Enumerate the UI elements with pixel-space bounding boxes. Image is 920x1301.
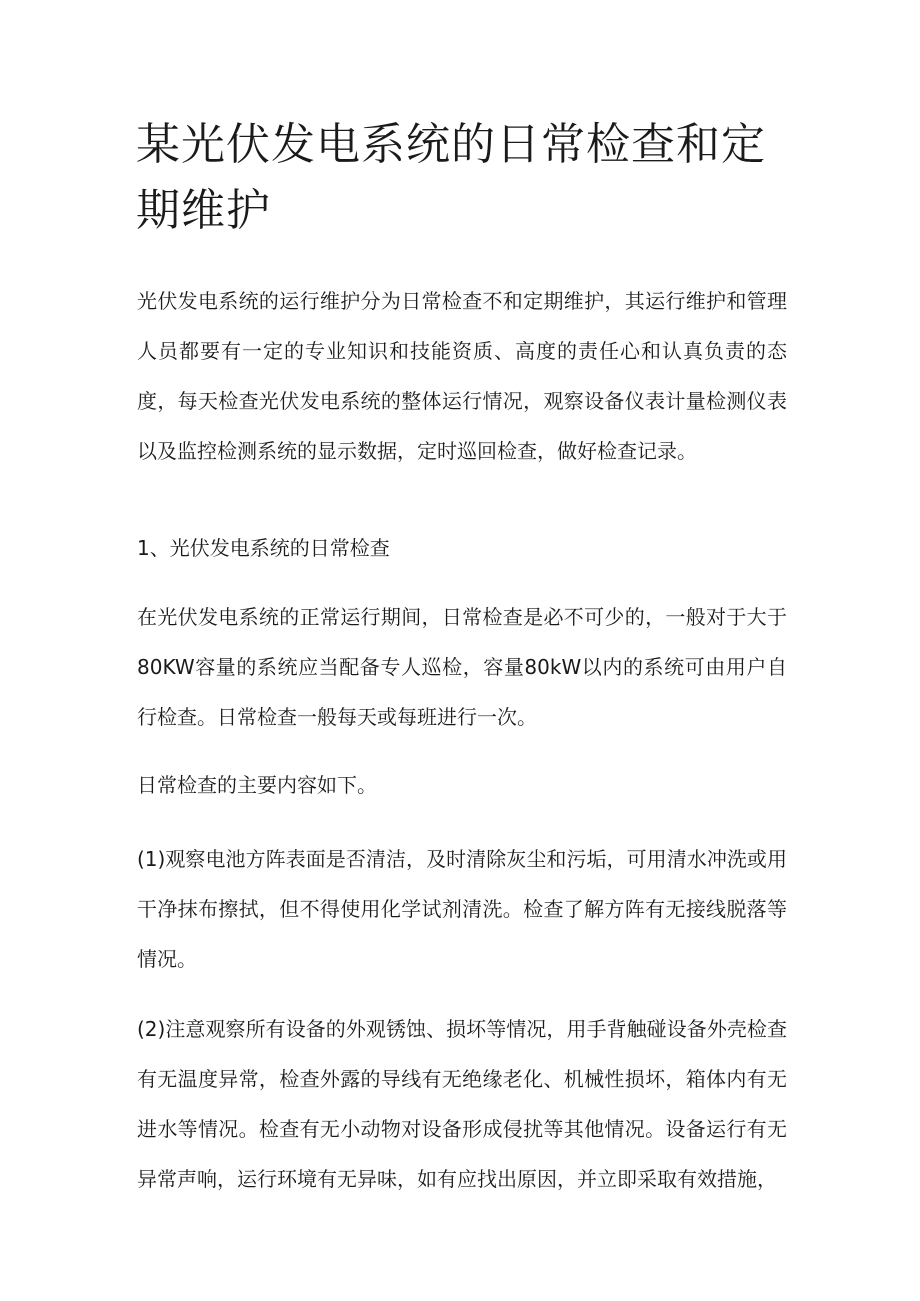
list-item: (1)观察电池方阵表面是否清洁，及时清除灰尘和污垢，可用清水冲洗或用干净抹布擦拭，但不得使用化学试剂清洗。检查了解方阵有无接线脱落等情况。 xyxy=(137,847,787,971)
list-intro-paragraph: 日常检查的主要内容如下。 xyxy=(137,773,377,797)
section-paragraph: 在光伏发电系统的正常运行期间，日常检查是必不可少的，一般对于大于80KW容量的系统应当配备专人巡检，容量80kW以内的系统可由用户自行检查。日常检查一般每天或每班进行一次。 xyxy=(137,605,787,729)
intro-paragraph: 光伏发电系统的运行维护分为日常检查不和定期维护，其运行维护和管理人员都要有一定的专业知识和技能资质、高度的责任心和认真负责的态度，每天检查光伏发电系统的整体运行情况，观察设备仪表计量检测仪表以及监控检测系统的显示数据，定时巡回检查，做好检查记录。 xyxy=(137,289,787,463)
section-heading: 1、光伏发电系统的日常检查 xyxy=(137,536,390,560)
list-item: (2)注意观察所有设备的外观锈蚀、损坏等情况，用手背触碰设备外壳检查有无温度异常，检查外露的导线有无绝缘老化、机械性损坏，箱体内有无进水等情况。检查有无小动物对设备形成侵扰等其他情况。设备运行有无异常声响，运行环境有无异味，如有应找出原因，并立即采取有效措施， xyxy=(137,1017,787,1191)
document-title: 某光伏发电系统的日常检查和定期维护 xyxy=(136,119,766,236)
